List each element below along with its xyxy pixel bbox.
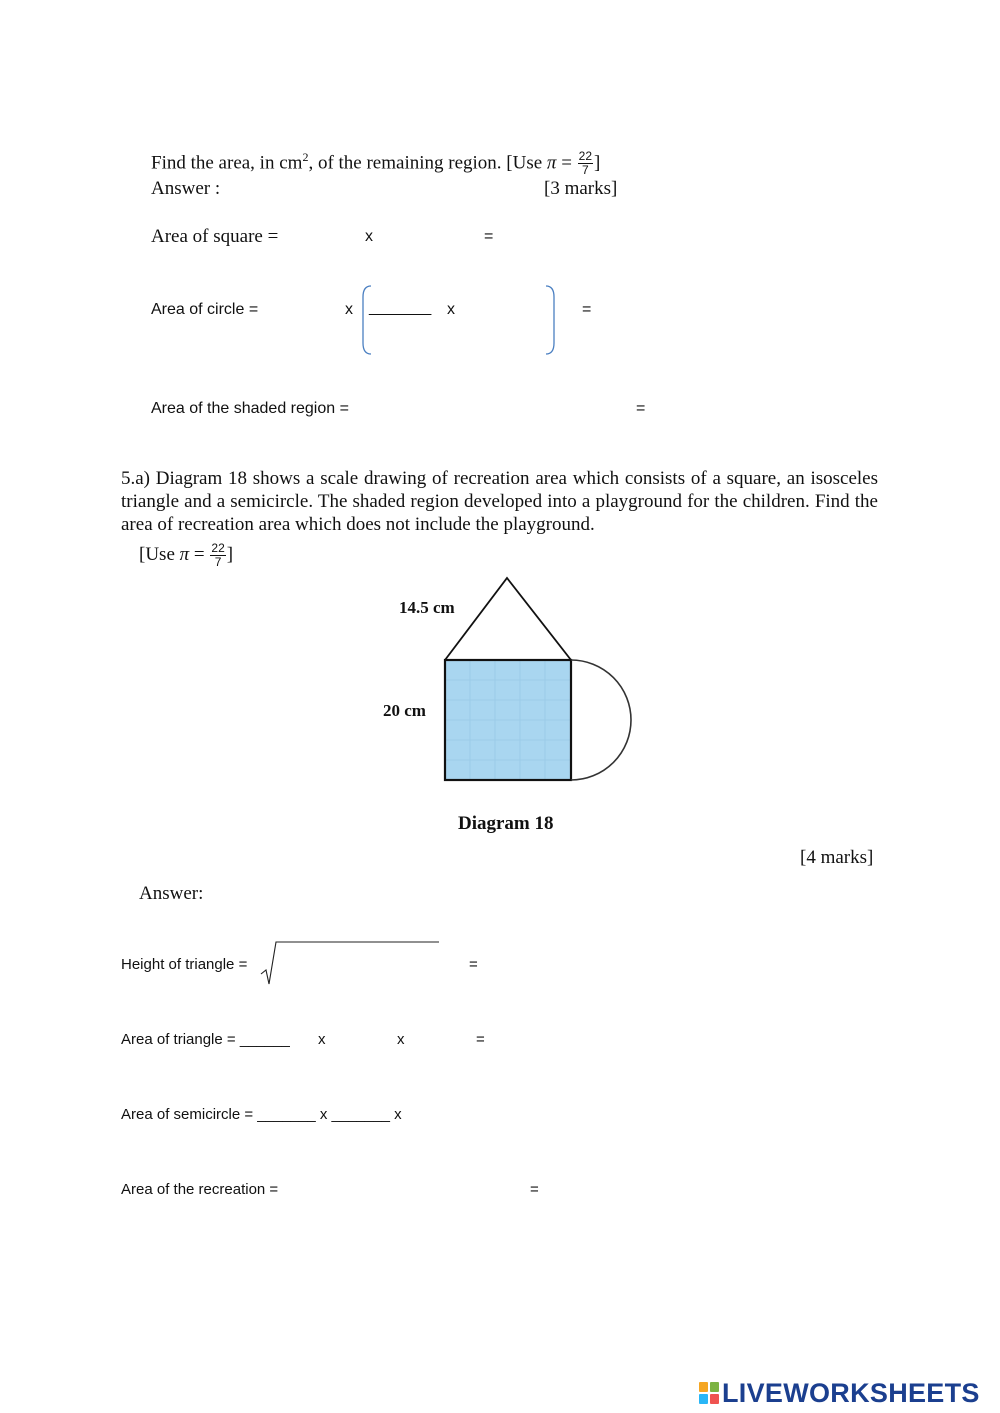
q4-circle-times-1: x [345, 301, 353, 318]
q5-marks: [4 marks] [800, 847, 874, 868]
diagram-height-label: 20 cm [383, 701, 426, 720]
q5-recreation-equals: = [530, 1181, 539, 1198]
q4-marks: [3 marks] [544, 178, 618, 199]
square-root-icon [258, 936, 442, 990]
diagram-side-label: 14.5 cm [399, 598, 455, 617]
q4-answer-label: Answer : [151, 178, 221, 199]
q4-question: Find the area, in $cm^2$, of the remaining region. [Use π = $\frac{22}{7}$ ] [151, 149, 601, 178]
q4-circle-times-2: x [447, 301, 455, 318]
q4-circle-blank[interactable]: _______ [369, 299, 432, 316]
liveworksheets-brand: LIVEWORKSHEETS [722, 1377, 980, 1408]
q4-circle-label: Area of circle = [151, 301, 259, 318]
q5-recreation-label: Area of the recreation = [121, 1181, 279, 1198]
q5-pi-fraction: $\frac{22}{7}$ [211, 541, 225, 569]
diagram-caption: Diagram 18 [458, 813, 554, 834]
q5-answer-label: Answer: [139, 883, 204, 904]
right-bracket-icon [545, 285, 557, 355]
q4-pi-fraction: $\frac{22}{7}$ [578, 149, 593, 178]
q4-square-equals: = [484, 228, 494, 245]
q5-triangle-times-2: x [397, 1031, 405, 1048]
q5-triangle-times-1: x [318, 1031, 326, 1048]
liveworksheets-logo-icon [698, 1380, 720, 1406]
q4-square-times: x [365, 228, 373, 245]
q4-shaded-equals: = [636, 400, 646, 417]
q5-height-label: Height of triangle = [121, 956, 248, 973]
q5-triangle-label: Area of triangle = ______ [121, 1031, 290, 1048]
liveworksheets-logo [698, 1378, 980, 1408]
q4-circle-equals: = [582, 301, 592, 318]
q4-square-label: Area of square = [151, 226, 279, 247]
semicircle [571, 660, 631, 780]
q5-question-paragraph: 5.a) Diagram 18 shows a scale drawing of recreation area which consists of a square, an isosceles triangle and a semicircle. The shaded region developed into a playground for the children. Find the area of recreation area which does not include the playground. [121, 468, 878, 535]
isosceles-triangle [445, 578, 571, 660]
q5-use-pi: [Use π = $\frac{22}{7}$ ] [139, 541, 234, 569]
q5-height-equals: = [469, 956, 478, 973]
q5-triangle-equals: = [476, 1031, 485, 1048]
left-bracket-icon [360, 285, 372, 355]
q4-shaded-label: Area of the shaded region = [151, 400, 349, 417]
q5-semicircle-label: Area of semicircle = _______ x _______ x [121, 1106, 402, 1123]
